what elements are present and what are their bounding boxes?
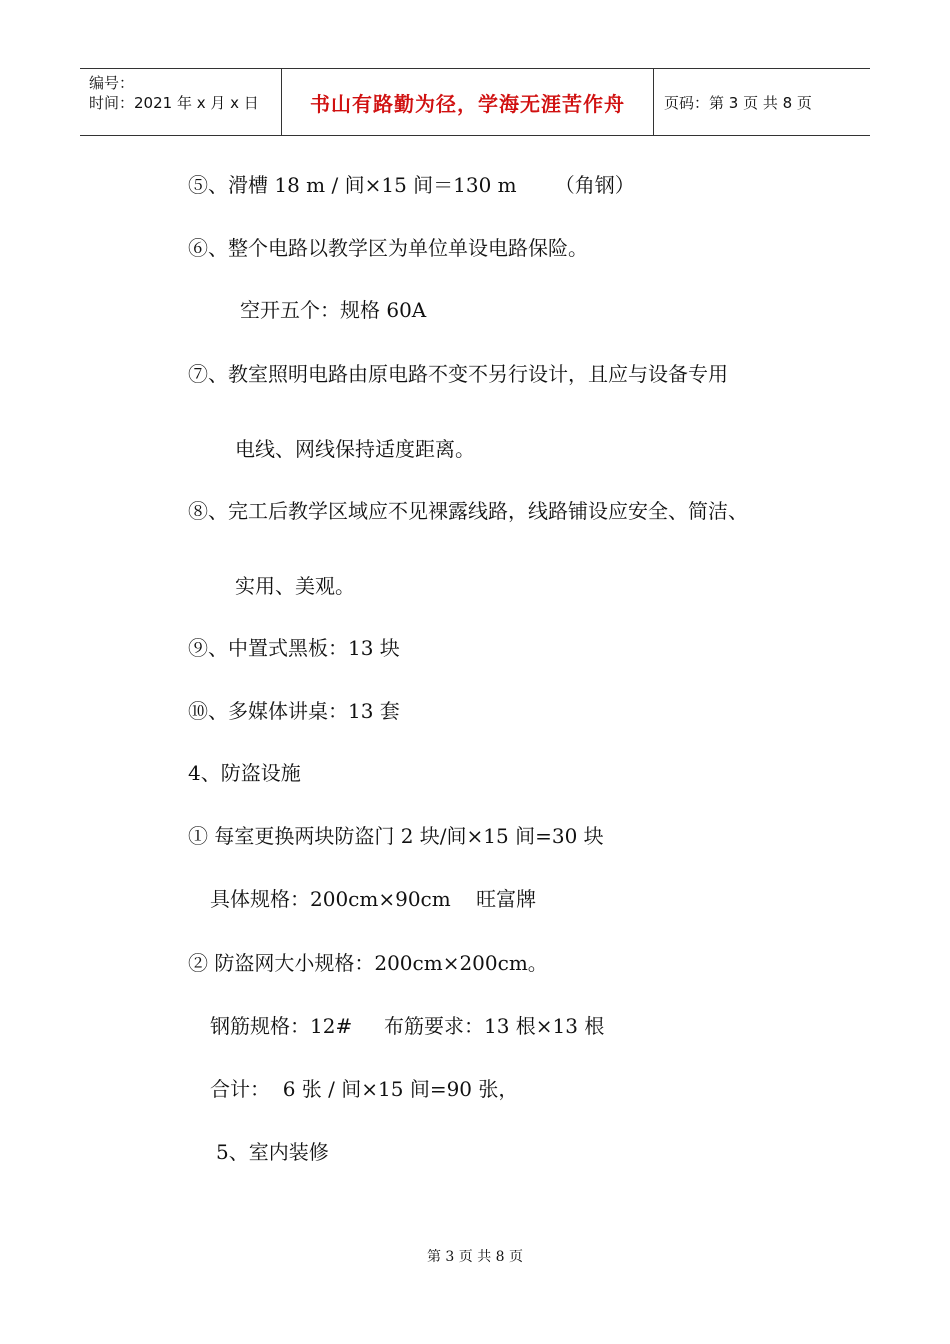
header-number-label: 编号： [89,74,135,92]
body-line: ② 防盗网大小规格：200cm×200cm。 [188,951,548,975]
page-footer: 第 3 页 共 8 页 [426,1249,524,1265]
body-line: ⑨、中置式黑板：13 块 [188,636,400,660]
body-line: 实用、美观。 [235,574,355,598]
page-header [80,68,870,136]
header-motto-cell [282,69,654,135]
header-meta [80,69,282,135]
header-page-info: 页码：第 3 页 共 8 页 [664,93,812,112]
body-line: 具体规格：200cm×90cm 旺富牌 [210,887,537,911]
body-line: ⑦、教室照明电路由原电路不变不另行设计，且应与设备专用 [188,362,728,386]
body-line: ⑩、多媒体讲桌：13 套 [188,699,400,723]
section-heading: 5、室内装修 [216,1140,329,1164]
section-heading: 4、防盗设施 [188,761,301,785]
header-page-info-cell [654,69,870,135]
body-line: ⑥、整个电路以教学区为单位单设电路保险。 [188,236,588,260]
body-line: 钢筋规格：12# 布筋要求：13 根×13 根 [210,1014,605,1038]
body-line: ⑧、完工后教学区域应不见裸露线路，线路铺设应安全、简洁、 [188,499,748,523]
body-line: 空开五个：规格 60A [240,298,427,322]
body-line: ① 每室更换两块防盗门 2 块/间×15 间=30 块 [188,824,604,848]
header-motto: 书山有路勤为径，学海无涯苦作舟 [310,91,625,116]
body-line: ⑤、滑槽 18 m / 间×15 间＝130 m （角钢） [188,173,635,197]
body-line: 电线、网线保持适度距离。 [235,437,475,461]
body-line: 合计： 6 张 / 间×15 间=90 张， [210,1077,519,1101]
header-time-label: 时间：2021 年 x 月 x 日 [89,94,259,112]
